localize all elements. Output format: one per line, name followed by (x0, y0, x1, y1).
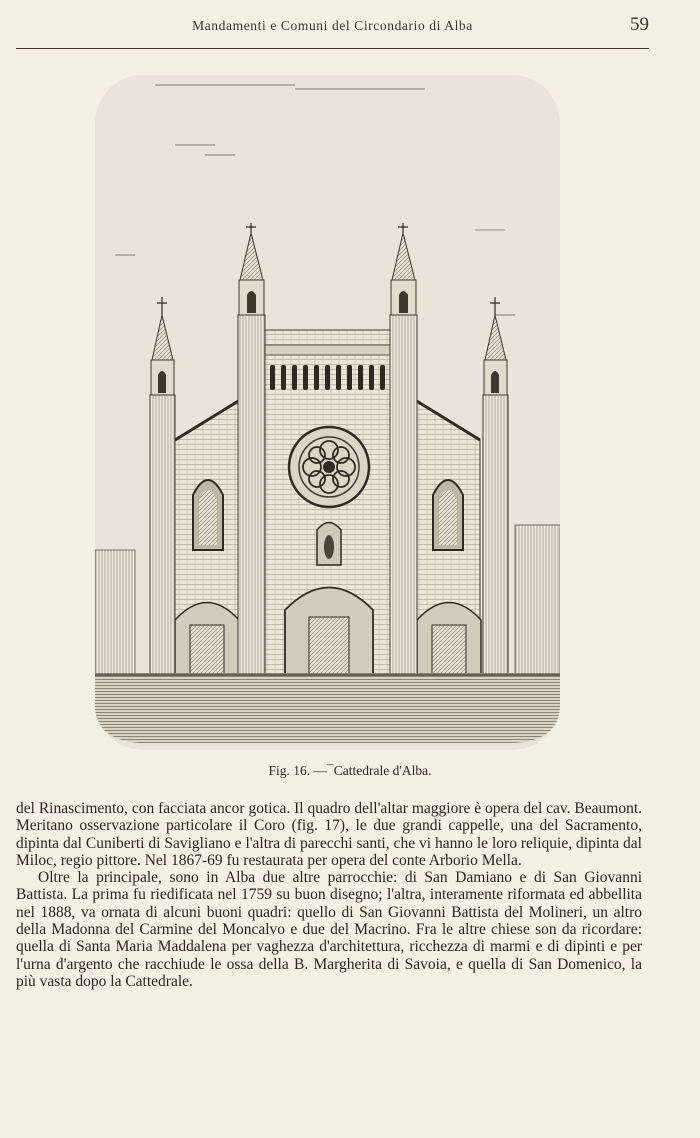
running-title: Mandamenti e Comuni del Circondario di Alba (192, 18, 473, 33)
cathedral-illustration (95, 75, 560, 750)
cathedral-engraving (95, 75, 560, 750)
running-header (16, 12, 649, 49)
figure-caption: Fig. 16. —¯Cattedrale d'Alba. (268, 763, 432, 778)
body-text (16, 800, 642, 990)
paragraph: Oltre la principale, sono in Alba due altre parrocchie: di San Damiano e di San Giovanni Battista. La prima fu riedificata nel 1759 su buon disegno; l'altra, interamente riformata ed abbellita nel 1888, va ornata di alcuni buoni quadri: quello di San Giovanni Battista del Molineri, un altro della Madonna del Carmine del Moncalvo e due del Macrino. Fra le altre chiese son da ricordare: quella di Santa Maria Maddalena per vaghezza d'architettura, ricchezza di marmi e di dipinti e per l'urna d'argento che racchiude le ossa della B. Margherita di Savoia, e quella di San Domenico, la più vasta dopo la Cattedrale. (16, 869, 642, 990)
page-number: 59 (630, 14, 649, 35)
paragraph: del Rinascimento, con facciata ancor gotica. Il quadro dell'altar maggiore è opera del cav. Beaumont. Meritano osservazione particolare il Coro (fig. 17), le due grandi cappelle, una del Sacramento, dipinta dal Cuniberti di Savigliano e l'altra di parecchi santi, che vi hanno le loro reliquie, dipinta dal Miloc, regio pittore. Nel 1867-69 fu restaurata per opera del conte Arborio Mella. (16, 800, 642, 869)
